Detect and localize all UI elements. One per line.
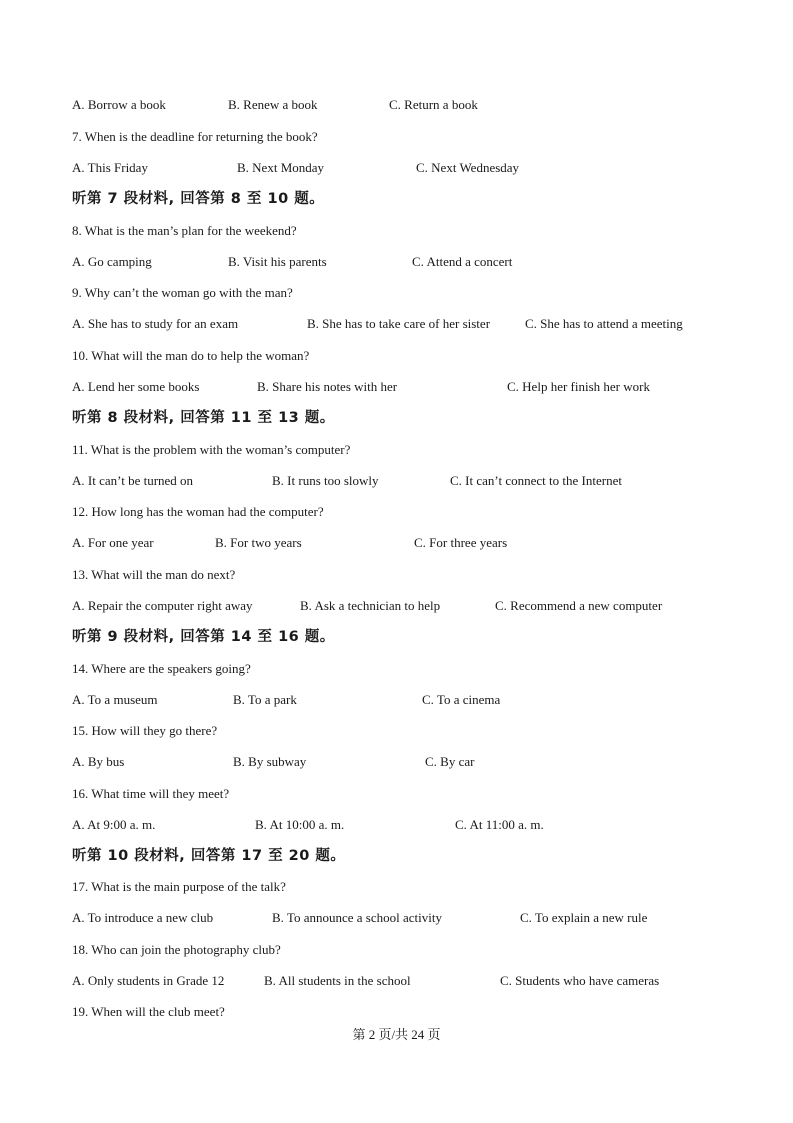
answer-option: C. For three years <box>414 535 508 550</box>
answer-option: B. Visit his parents <box>228 254 327 269</box>
answer-option: A. Lend her some books <box>72 379 200 394</box>
question-text: 16. What time will they meet? <box>72 786 230 801</box>
answer-option: B. It runs too slowly <box>272 473 379 488</box>
answer-option: A. To a museum <box>72 692 158 707</box>
answer-option: B. To announce a school activity <box>272 910 442 925</box>
answer-option: B. Share his notes with her <box>257 379 398 394</box>
answer-option: C. Help her finish her work <box>507 379 650 394</box>
answer-option: B. Ask a technician to help <box>300 598 441 613</box>
answer-option: A. At 9:00 a. m. <box>72 817 156 832</box>
answer-option: B. All students in the school <box>264 973 411 988</box>
answer-option: C. Attend a concert <box>412 254 513 269</box>
answer-option: C. She has to attend a meeting <box>525 316 683 331</box>
question-text: 9. Why can’t the woman go with the man? <box>72 285 293 300</box>
question-text: 12. How long has the woman had the computer? <box>72 504 324 519</box>
answer-option: A. This Friday <box>72 160 148 175</box>
answer-option: A. Only students in Grade 12 <box>72 973 225 988</box>
answer-option: B. Renew a book <box>228 97 318 112</box>
answer-option: A. She has to study for an exam <box>72 316 239 331</box>
answer-option: B. She has to take care of her sister <box>307 316 491 331</box>
answer-option: C. Recommend a new computer <box>495 598 663 613</box>
answer-option: C. To explain a new rule <box>520 910 648 925</box>
answer-option: C. To a cinema <box>422 692 501 707</box>
answer-option: C. At 11:00 a. m. <box>455 817 544 832</box>
page-footer: 第 2 页/共 24 页 <box>352 1027 441 1042</box>
question-text: 15. How will they go there? <box>72 723 218 738</box>
question-text: 19. When will the club meet? <box>72 1004 225 1019</box>
question-text: 17. What is the main purpose of the talk? <box>72 879 286 894</box>
section-heading: 听第 9 段材料, 回答第 14 至 16 题。 <box>72 629 335 645</box>
question-text: 18. Who can join the photography club? <box>72 942 281 957</box>
question-text: 10. What will the man do to help the woman? <box>72 348 310 363</box>
answer-option: A. Borrow a book <box>72 97 166 112</box>
question-text: 7. When is the deadline for returning the book? <box>72 129 318 144</box>
answer-option: C. Students who have cameras <box>500 973 660 988</box>
answer-option: B. By subway <box>233 754 307 769</box>
question-text: 8. What is the man’s plan for the weekend? <box>72 223 297 238</box>
answer-option: C. By car <box>425 754 475 769</box>
section-heading: 听第 7 段材料, 回答第 8 至 10 题。 <box>72 191 325 207</box>
answer-option: B. For two years <box>215 535 302 550</box>
section-heading: 听第 8 段材料, 回答第 11 至 13 题。 <box>72 410 335 426</box>
question-text: 11. What is the problem with the woman’s computer? <box>72 442 351 457</box>
section-heading: 听第 10 段材料, 回答第 17 至 20 题。 <box>72 848 346 864</box>
answer-option: C. Return a book <box>389 97 478 112</box>
answer-option: B. To a park <box>233 692 297 707</box>
answer-option: A. Go camping <box>72 254 152 269</box>
question-text: 14. Where are the speakers going? <box>72 661 251 676</box>
answer-option: C. It can’t connect to the Internet <box>450 473 622 488</box>
answer-option: A. To introduce a new club <box>72 910 214 925</box>
answer-option: A. By bus <box>72 754 125 769</box>
answer-option: B. Next Monday <box>237 160 325 175</box>
answer-option: C. Next Wednesday <box>416 160 520 175</box>
question-text: 13. What will the man do next? <box>72 567 236 582</box>
answer-option: A. For one year <box>72 535 154 550</box>
answer-option: A. It can’t be turned on <box>72 473 194 488</box>
answer-option: B. At 10:00 a. m. <box>255 817 345 832</box>
answer-option: A. Repair the computer right away <box>72 598 253 613</box>
